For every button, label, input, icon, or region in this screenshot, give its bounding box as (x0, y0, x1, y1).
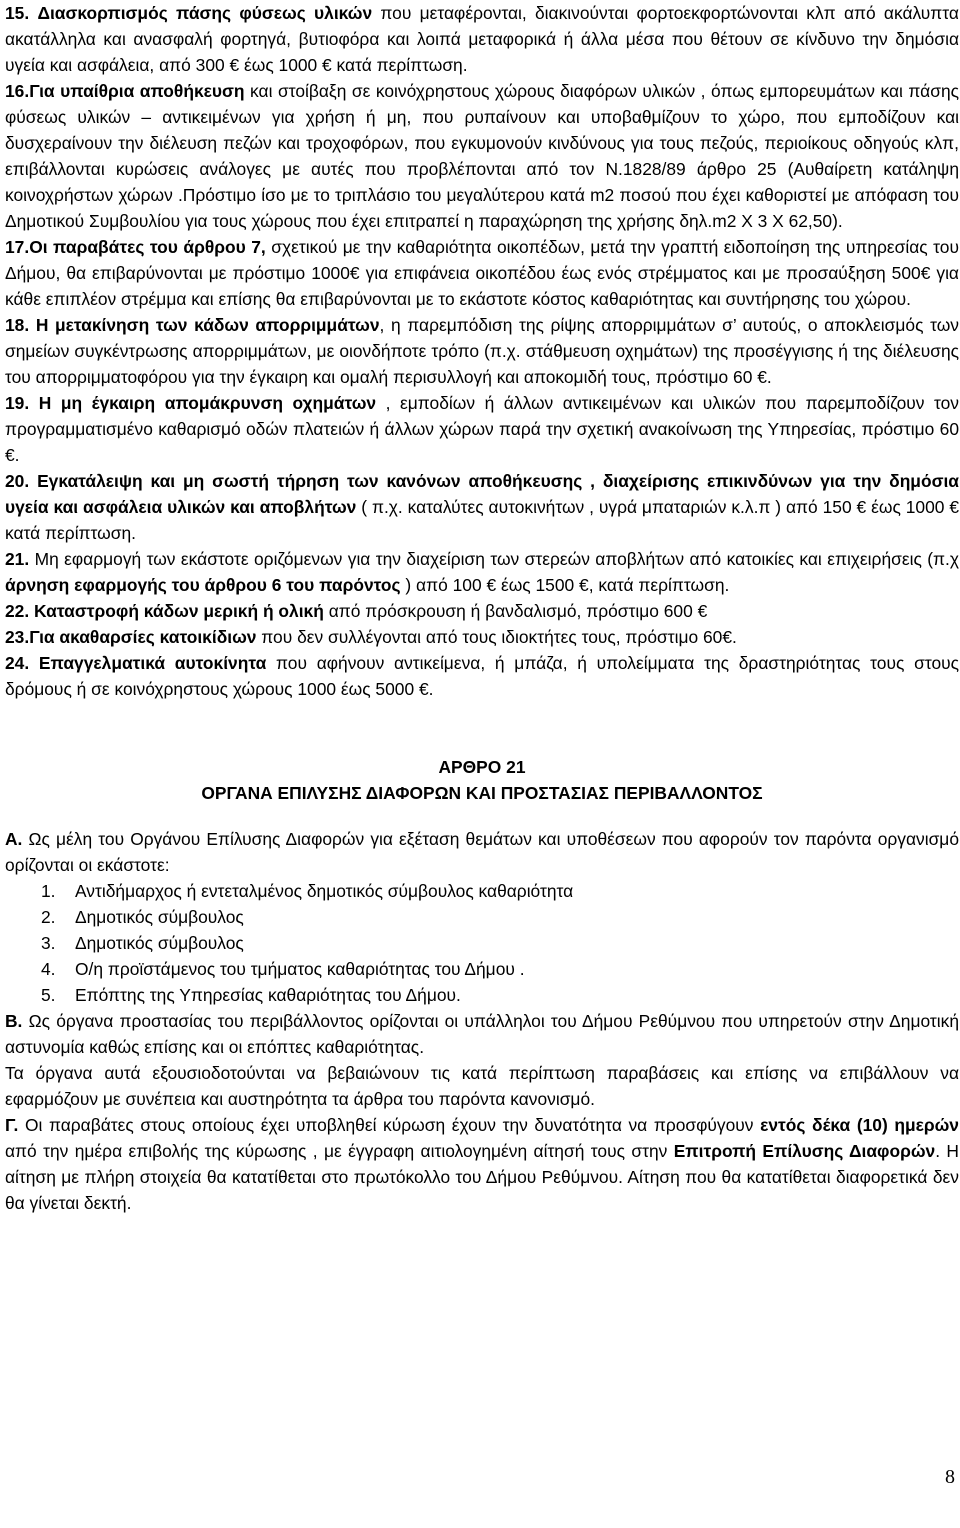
item-16-title: Για υπαίθρια αποθήκευση (29, 81, 245, 101)
item-24-text: που αφήνουν αντικείμενα, ή μπάζα, ή υπολείμματα της δραστηριότητας τους στους δρόμους ή σε κοινόχρηστους χώρους 1000 έως 5000 €. (5, 653, 960, 699)
item-18 (5, 312, 959, 390)
section-b-text: Ως όργανα προστασίας του περιβάλλοντος ορίζονται οι υπάλληλοι του Δήμου Ρεθύμνου που υπηρετούν στην Δημοτική αστυνομία καθώς επίσης και οι επόπτες καθαριότητας. (5, 1011, 959, 1057)
item-18-text: , η παρεμπόδιση της ρίψης απορριμμάτων σ’ αυτούς, ο αποκλεισμός των σημείων συγκέντρωσης απορριμμάτων, με οιονδήποτε τρόπο (π.χ. στάθμευση οχημάτων) της προσέγγισης ή της διέλευσης του απορριμματοφόρου για την έγκαιρη και ομαλή περισυλλογή και αποκομιδή τους, πρόστιμο 60 €. (5, 315, 959, 387)
item-15-title: Διασκορπισμός πάσης φύσεως υλικών (37, 3, 373, 23)
item-24-title: Επαγγελματικά αυτοκίνητα (29, 653, 267, 673)
section-b-continued: Τα όργανα αυτά εξουσιοδοτούνται να βεβαιώνουν τις κατά περίπτωση παραβάσεις και επίσης να επιβάλλουν να εφαρμόζουν με συνέπεια και αυστηρότητα τα άρθρα του παρόντα κανονισμό. (5, 1063, 959, 1109)
list-item (41, 982, 959, 1008)
section-c-letter: Γ. (5, 1115, 19, 1135)
item-16-number: 16. (5, 81, 30, 101)
item-24 (5, 650, 959, 702)
item-16-text: και στοίβαξη σε κοινόχρηστους χώρους διαφόρων υλικών , όπως εμπορευμάτων και πάσης φύσεως υλικών – αντικειμένων για χρήση ή μη, που ρυπαίνουν και υποβαθμίζουν το χώρο, που εμποδίζουν και δυσχεραίνουν την διέλευση πεζών και τροχοφόρων, που εγκυμονούν κινδύνους για τους πεζούς, περιοίκους οδηγούς κλπ, επιβάλλονται κυρώσεις ανάλογες με αυτές που προβλέπονται από τον Ν.1828/89 άρθρο 25 (Αυθαίρετη κατάληψη κοινοχρήστων χώρων .Πρόστιμο ίσο με το τριπλάσιο του μεγαλύτερου κατά m2 ποσού που έχει καθοριστεί με απόφαση του Δημοτικού Συμβουλίου για τους χώρους που έχει επιτραπεί η παραχώρηση της χρήσης δηλ.m2 Χ 3 Χ 62,50). (5, 81, 959, 231)
section-c-text-2: από την ημέρα επιβολής της κύρωσης , με έγγραφη αιτιολογημένη αίτησή τους στην (5, 1141, 674, 1161)
article-title: ΟΡΓΑΝΑ ΕΠΙΛΥΣΗΣ ΔΙΑΦΟΡΩΝ ΚΑΙ ΠΡΟΣΤΑΣΙΑΣ ΠΕΡΙΒΑΛΛΟΝΤΟΣ (201, 783, 763, 803)
item-15-number: 15. (5, 3, 30, 23)
item-20 (5, 468, 959, 546)
list-item-text: Ο/η προϊστάμενος του τμήματος καθαριότητας του Δήμου . (75, 959, 525, 979)
section-c-text-3: . Η αίτηση με πλήρη στοιχεία θα κατατίθεται στο πρωτόκολλο του Δήμου Ρεθύμνου. Αίτηση που θα κατατίθεται διαφορετικά δεν θα γίνεται δεκτή. (5, 1141, 959, 1213)
list-item-text: Αντιδήμαρχος ή εντεταλμένος δημοτικός σύμβουλος καθαριότητα (75, 881, 574, 901)
list-item (41, 930, 959, 956)
item-20-title: Εγκατάλειψη και μη σωστή τήρηση των κανόνων αποθήκευσης , διαχείρισης επικινδύνων για την δημόσια υγεία και ασφάλεια υλικών και αποβλήτων (5, 471, 959, 517)
list-item (41, 878, 959, 904)
item-19 (5, 390, 959, 468)
article-heading: ΑΡΘΡΟ 21 (438, 757, 526, 777)
list-item-text: Δημοτικός σύμβουλος (75, 933, 244, 953)
item-19-number: 19. (5, 393, 30, 413)
item-15 (5, 0, 959, 78)
item-18-title: Η μετακίνηση των κάδων απορριμμάτων (35, 315, 380, 335)
item-23-text: που δεν συλλέγονται από τους ιδιοκτήτες τους, πρόστιμο 60€. (256, 627, 737, 647)
item-17-text: σχετικού με την καθαριότητα οικοπέδων, μετά την γραπτή ειδοποίηση της υπηρεσίας του Δήμου, θα επιβαρύνονται με πρόστιμο 1000€ για επιφάνεια οικοπέδου έως ενός στρέμματος και με προσαύξηση 500€ για κάθε επιπλέον στρέμμα και επίσης θα επιβαρύνονται με το εκάστοτε κόστος καθαριότητας και συντήρησης του χώρου. (5, 237, 959, 309)
item-21 (5, 546, 959, 598)
item-21-bold: άρνηση εφαρμογής του άρθρου 6 του παρόντος (5, 575, 401, 595)
section-b-letter: Β. (5, 1011, 23, 1031)
list-item-text: Δημοτικός σύμβουλος (75, 907, 244, 927)
item-19-title: Η μη έγκαιρη απομάκρυνση οχημάτων (38, 393, 377, 413)
item-22-number: 22. (5, 601, 30, 621)
item-16 (5, 78, 959, 234)
item-18-number: 18. (5, 315, 30, 335)
item-17 (5, 234, 959, 312)
list-item (41, 956, 959, 982)
item-22-text: από πρόσκρουση ή βανδαλισμό, πρόστιμο 600 € (323, 601, 708, 621)
list-item (41, 904, 959, 930)
list-item-number: 5. (41, 985, 56, 1005)
item-22 (5, 598, 959, 624)
item-17-number: 17. (5, 237, 30, 257)
item-23-title: Για ακαθαρσίες κατοικίδιων (29, 627, 257, 647)
item-21-text-start: Μη εφαρμογή των εκάστοτε οριζόμενων για την διαχείριση των στερεών αποβλήτων από κατοικίες και επιχειρήσεις (π.χ (29, 549, 959, 569)
spacer (5, 702, 959, 754)
list-item-number: 3. (41, 933, 56, 953)
item-19-text: , εμποδίων ή άλλων αντικειμένων και υλικών που παρεμποδίζουν τον προγραμματισμένο καθαρισμό οδών πλατειών ή άλλων χώρων παρά την σχετική ανακοίνωση της Υπηρεσίας, πρόστιμο 60 €. (5, 393, 959, 465)
section-c-bold-2: Επιτροπή Επίλυσης Διαφορών (673, 1141, 936, 1161)
section-c-text-1: Οι παραβάτες στους οποίους έχει υποβληθεί κύρωση έχουν την δυνατότητα να προσφύγουν (18, 1115, 761, 1135)
item-21-text-end: ) από 100 € έως 1500 €, κατά περίπτωση. (400, 575, 730, 595)
section-a-text: Ως μέλη του Οργάνου Επίλυσης Διαφορών για εξέταση θεμάτων και υποθέσεων που αφορούν τον παρόντα οργανισμό ορίζονται οι εκάστοτε: (5, 829, 959, 875)
item-17-title: Οι παραβάτες του άρθρου 7, (29, 237, 266, 257)
item-15-text: που μεταφέρονται, διακινούνται φορτοεκφορτώνονται κλπ από ακάλυπτα ακατάλληλα και ανασφαλή φορτηγά, βυτιοφόρα και λοιπά μεταφορικά ή άλλα μέσα που θέτουν σε κίνδυνο την δημόσια υγεία και ασφάλεια, από 300 € έως 1000 € κατά περίπτωση. (5, 3, 959, 75)
item-20-text: ( π.χ. καταλύτες αυτοκινήτων , υγρά μπαταριών κ.λ.π ) από 150 € έως 1000 € κατά περίπτωση. (5, 497, 959, 543)
section-b (5, 1008, 959, 1060)
document-page (5, 0, 959, 1216)
spacer (5, 806, 959, 826)
list-item-number: 4. (41, 959, 56, 979)
item-22-title: Καταστροφή κάδων μερική ή ολική (29, 601, 324, 621)
item-20-number: 20. (5, 471, 30, 491)
list-item-text: Επόπτης της Υπηρεσίας καθαριότητας του Δήμου. (75, 985, 461, 1005)
item-21-number: 21. (5, 549, 30, 569)
page-number: 8 (945, 1466, 955, 1488)
section-c-bold-1: εντός δέκα (10) ημερών (760, 1115, 959, 1135)
list-item-number: 2. (41, 907, 56, 927)
item-23-number: 23. (5, 627, 30, 647)
section-c (5, 1112, 959, 1216)
list-item-number: 1. (41, 881, 56, 901)
item-23 (5, 624, 959, 650)
section-a-letter: Α. (5, 829, 23, 849)
section-a-list (5, 878, 959, 1008)
item-24-number: 24. (5, 653, 30, 673)
section-a (5, 826, 959, 878)
